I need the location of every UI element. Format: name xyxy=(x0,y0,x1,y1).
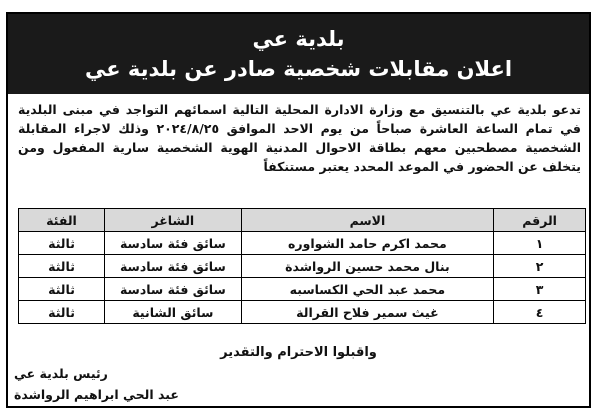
announcement-frame xyxy=(6,12,591,408)
signature-name: عبد الحي ابراهيم الرواشدة xyxy=(14,387,179,402)
header-name: الاسم xyxy=(241,209,494,232)
cell-num: ٣ xyxy=(494,278,586,301)
header-cat: الفئة xyxy=(19,209,105,232)
table-header-row xyxy=(19,209,586,232)
cell-quals: سائق فئة سادسة xyxy=(105,232,242,255)
table-row xyxy=(19,301,586,324)
table-row xyxy=(19,278,586,301)
cell-name: غيث سمير فلاح القرالة xyxy=(241,301,494,324)
cell-quals: سائق فئة سادسة xyxy=(105,278,242,301)
closing-line: واقبلوا الاحترام والتقدير xyxy=(220,345,377,360)
cell-cat: ثالثة xyxy=(19,278,105,301)
cell-quals: سائق الشانية xyxy=(105,301,242,324)
candidates-table xyxy=(18,208,586,324)
cell-quals: سائق فئة سادسة xyxy=(105,255,242,278)
announcement-header xyxy=(8,14,589,94)
cell-num: ٢ xyxy=(494,255,586,278)
cell-num: ١ xyxy=(494,232,586,255)
table-row xyxy=(19,232,586,255)
announcement-body: تدعو بلدية عي بالتنسيق مع وزارة الادارة المحلية التالية اسمائهم التواجد في مبنى البلدية في تمام الساعة العاشرة صباحاً من يوم الاحد الموافق ٢٠٢٤/٨/٢٥ وذلك لاجراء المقابلة الشخصية مصطحبين معهم بطاقة الاحوال المدنية الهوية الشخصية سارية المفعول ومن يتخلف عن الحضور في الموعد المحدد يعتبر مستنكفاً xyxy=(18,102,581,174)
header-quals: الشاغر xyxy=(105,209,242,232)
cell-cat: ثالثة xyxy=(19,301,105,324)
cell-name: بنال محمد حسين الرواشدة xyxy=(241,255,494,278)
municipality-title: بلدية عي xyxy=(252,27,345,51)
cell-cat: ثالثة xyxy=(19,255,105,278)
cell-cat: ثالثة xyxy=(19,232,105,255)
cell-num: ٤ xyxy=(494,301,586,324)
signature-title: رئيس بلدية عي xyxy=(14,366,108,381)
table-row xyxy=(19,255,586,278)
cell-name: محمد اكرم حامد الشواوره xyxy=(241,232,494,255)
header-num: الرقم xyxy=(494,209,586,232)
cell-name: محمد عبد الحي الكساسبه xyxy=(241,278,494,301)
announcement-title: اعلان مقابلات شخصية صادر عن بلدية عي xyxy=(84,57,513,81)
